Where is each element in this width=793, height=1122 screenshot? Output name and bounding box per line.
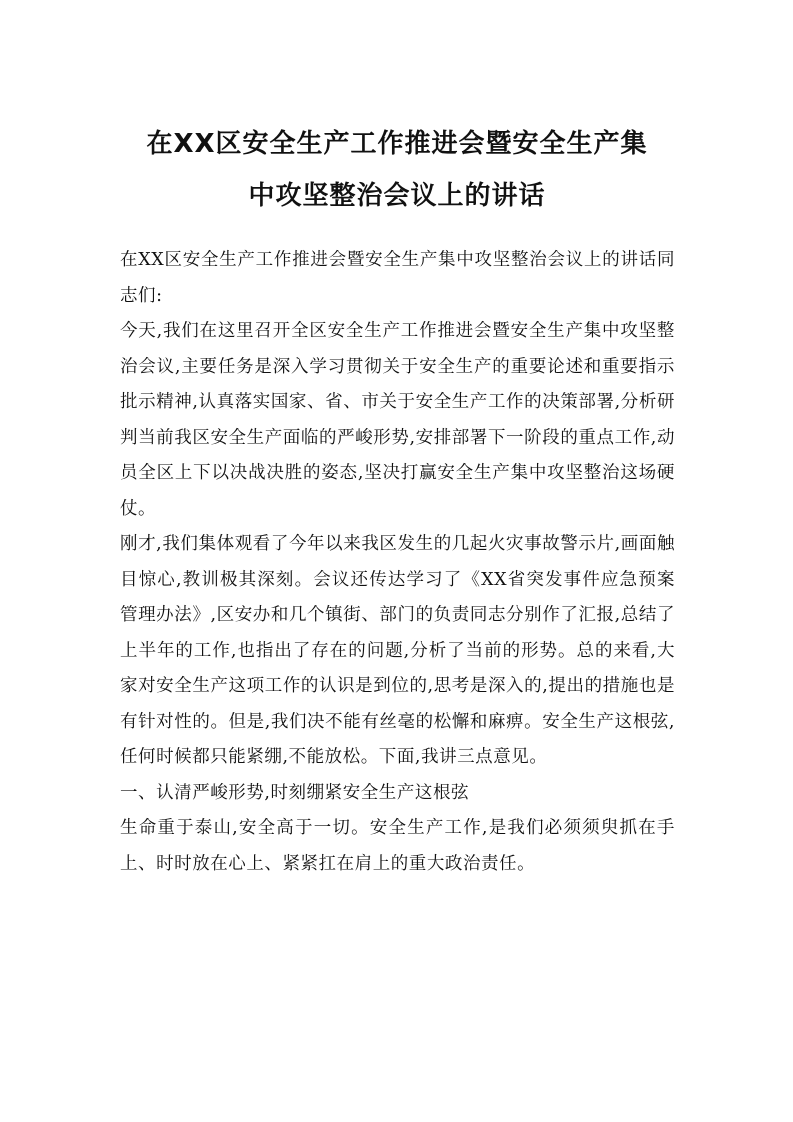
title-line-2: 中攻坚整治会议上的讲话: [248, 181, 546, 211]
title-line-1: 在XX区安全生产工作推进会暨安全生产集: [146, 129, 648, 159]
document-title: [100, 118, 694, 222]
paragraph-section-1: 生命重于泰山,安全高于一切。安全生产工作,是我们必须须臾抓在手上、时时放在心上、紧紧扛在肩上的重大政治责任。: [120, 818, 675, 874]
document-body: [120, 243, 675, 882]
paragraph-opening: 今天,我们在这里召开全区安全生产工作推进会暨安全生产集中攻坚整治会议,主要任务是深入学习贯彻关于安全生产的重要论述和重要指示批示精神,认真落实国家、省、市关于安全生产工作的决策部署,分析研判当前我区安全生产面临的严峻形势,安排部署下一阶段的重点工作,动员全区上下以决战决胜的姿态,坚决打赢安全生产集中攻坚整治这场硬仗。: [120, 321, 675, 519]
section-heading-1: 一、认清严峻形势,时刻绷紧安全生产这根弦: [120, 782, 470, 803]
paragraph-salutation: 在XX区安全生产工作推进会暨安全生产集中攻坚整治会议上的讲话同志们:: [120, 250, 675, 306]
paragraph-review: 刚才,我们集体观看了今年以来我区发生的几起火灾事故警示片,画面触目惊心,教训极其深刻。会议还传达学习了《XX省突发事件应急预案管理办法》,区安办和几个镇街、部门的负责同志分别作了汇报,总结了上半年的工作,也指出了存在的问题,分析了当前的形势。总的来看,大家对安全生产这项工作的认识是到位的,思考是深入的,提出的措施也是有针对性的。但是,我们决不能有丝毫的松懈和麻痹。安全生产这根弦,任何时候都只能紧绷,不能放松。下面,我讲三点意见。: [120, 534, 675, 767]
